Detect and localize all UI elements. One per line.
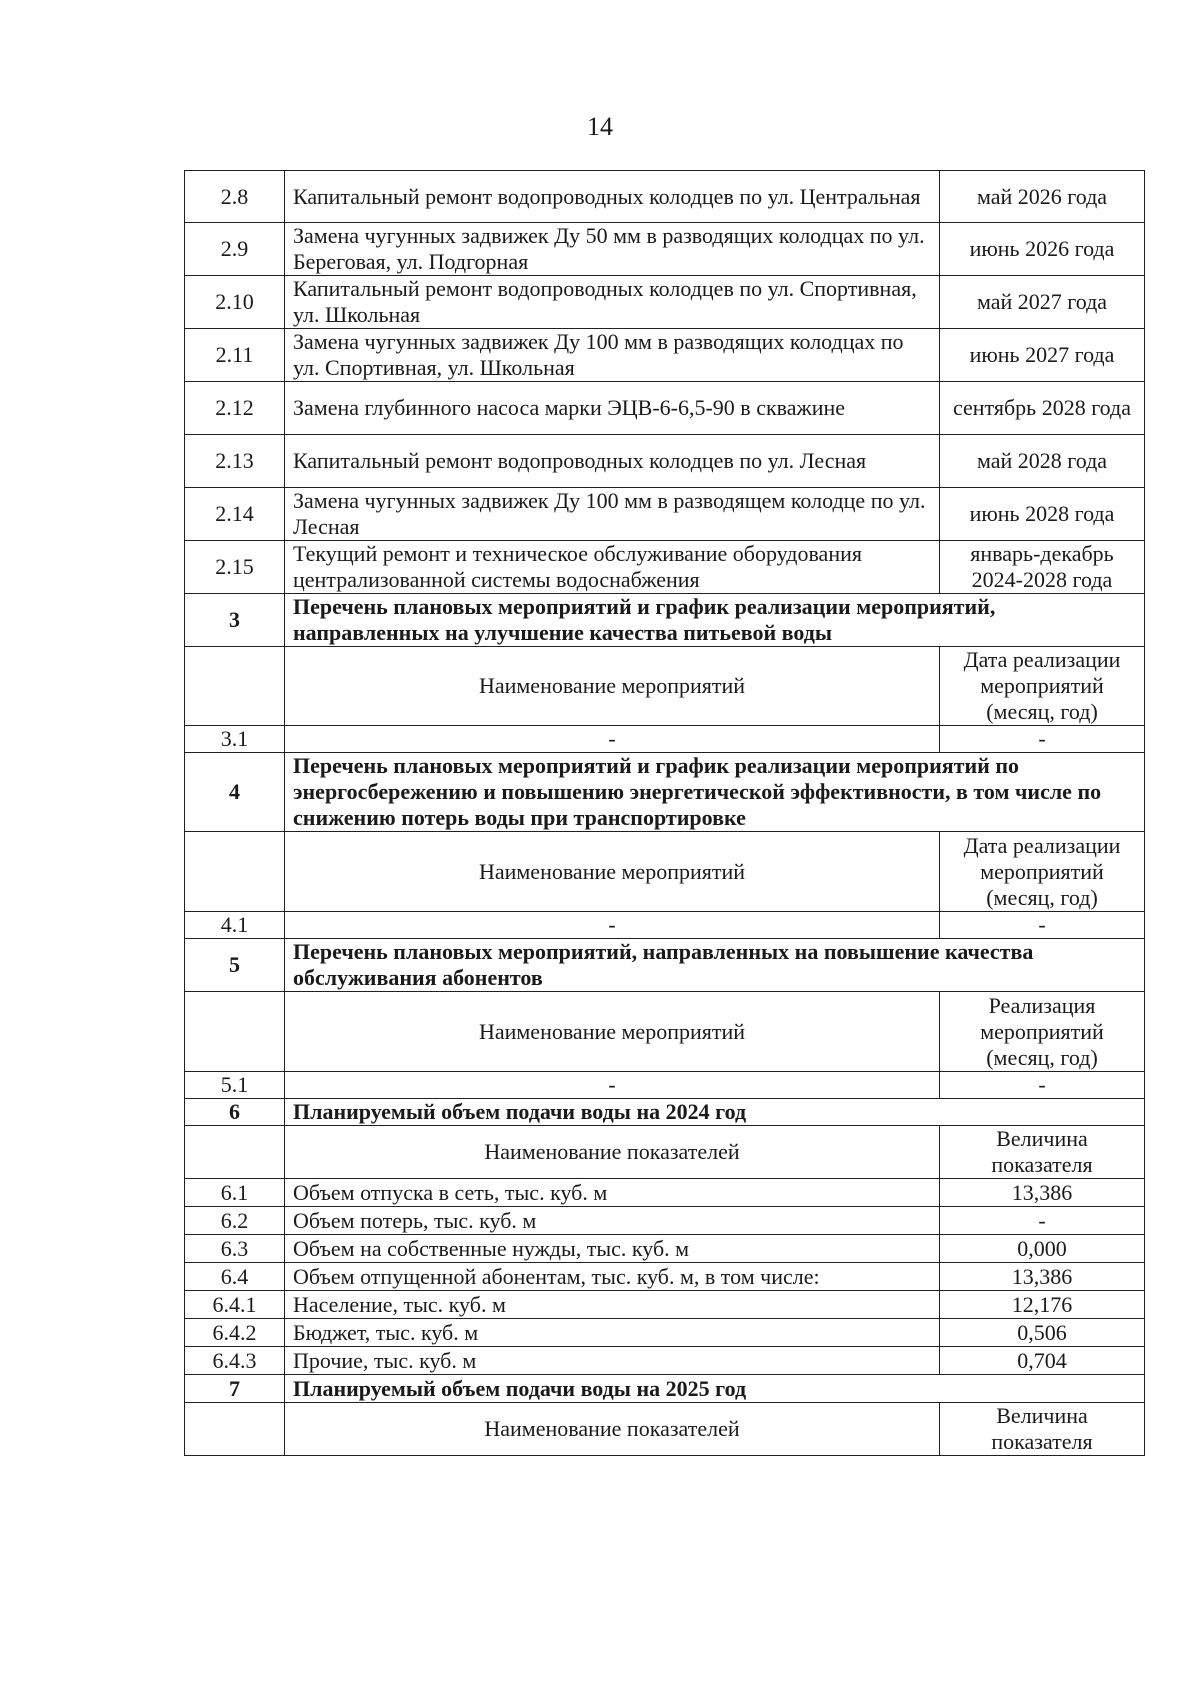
page-number: 14 [587,112,613,141]
table-row [185,488,1145,541]
row-number: 2.9 [185,223,285,276]
row-date: - [940,726,1145,753]
row-indicator: Население, тыс. куб. м [285,1291,940,1319]
empty-cell [185,1403,285,1456]
row-value: - [940,1207,1145,1235]
row-value: 0,000 [940,1235,1145,1263]
section-header-row [185,753,1145,832]
table-row [185,1291,1145,1319]
section-title: Перечень плановых мероприятий и график реализации мероприятий по энергосбережению и повышению энергетической эффективности, в том числе по снижению потерь воды при транспортировке [285,753,1145,832]
row-date: июнь 2028 года [940,488,1145,541]
row-number: 2.8 [185,171,285,223]
empty-cell [185,992,285,1072]
row-number: 6.4.2 [185,1319,285,1347]
table-row [185,1347,1145,1375]
table-row [185,1179,1145,1207]
row-description: - [285,912,940,939]
row-date: май 2028 года [940,435,1145,488]
section-header-row [185,939,1145,992]
row-number: 6.4.3 [185,1347,285,1375]
table-row [185,1207,1145,1235]
row-number: 2.13 [185,435,285,488]
row-description: Замена чугунных задвижек Ду 50 мм в разводящих колодцах по ул. Береговая, ул. Подгорная [285,223,940,276]
column-header-name: Наименование мероприятий [285,647,940,726]
table-row [185,1263,1145,1291]
row-value: 12,176 [940,1291,1145,1319]
table-row [185,171,1145,223]
row-number: 5.1 [185,1072,285,1099]
row-indicator: Бюджет, тыс. куб. м [285,1319,940,1347]
row-date: май 2026 года [940,171,1145,223]
section-title: Перечень плановых мероприятий, направленных на повышение качества обслуживания абонентов [285,939,1145,992]
table-row [185,276,1145,329]
section-header-row [185,1099,1145,1126]
row-value: 0,506 [940,1319,1145,1347]
row-number: 3.1 [185,726,285,753]
column-header-name: Наименование мероприятий [285,832,940,912]
column-header-row [185,832,1145,912]
row-date: - [940,1072,1145,1099]
section-number: 4 [185,753,285,832]
row-date: сентябрь 2028 года [940,382,1145,435]
section-header-row [185,1375,1145,1403]
row-number: 2.11 [185,329,285,382]
table-row [185,1072,1145,1099]
row-description: Замена чугунных задвижек Ду 100 мм в разводящих колодцах по ул. Спортивная, ул. Школьная [285,329,940,382]
plan-table [184,170,1145,1456]
row-value: 0,704 [940,1347,1145,1375]
row-number: 2.15 [185,541,285,594]
column-header-row [185,647,1145,726]
row-value: 13,386 [940,1263,1145,1291]
row-date: январь-декабрь 2024-2028 года [940,541,1145,594]
empty-cell [185,647,285,726]
row-indicator: Объем отпуска в сеть, тыс. куб. м [285,1179,940,1207]
column-header-date: Реализация мероприятий (месяц, год) [940,992,1145,1072]
column-header-row [185,1126,1145,1179]
table-row [185,912,1145,939]
row-indicator: Прочие, тыс. куб. м [285,1347,940,1375]
row-number: 4.1 [185,912,285,939]
row-description: - [285,1072,940,1099]
section-header-row [185,594,1145,647]
row-date: июнь 2026 года [940,223,1145,276]
table-row [185,1235,1145,1263]
row-date: май 2027 года [940,276,1145,329]
column-header-name: Наименование показателей [285,1126,940,1179]
section-number: 3 [185,594,285,647]
column-header-value: Величина показателя [940,1403,1145,1456]
row-description: Замена глубинного насоса марки ЭЦВ-6-6,5-90 в скважине [285,382,940,435]
column-header-value: Величина показателя [940,1126,1145,1179]
column-header-name: Наименование показателей [285,1403,940,1456]
row-number: 6.3 [185,1235,285,1263]
row-indicator: Объем на собственные нужды, тыс. куб. м [285,1235,940,1263]
section-number: 7 [185,1375,285,1403]
row-date: июнь 2027 года [940,329,1145,382]
table-row [185,1319,1145,1347]
column-header-row [185,1403,1145,1456]
table-row [185,726,1145,753]
row-number: 6.4 [185,1263,285,1291]
row-number: 2.12 [185,382,285,435]
section-title: Планируемый объем подачи воды на 2025 год [285,1375,1145,1403]
row-description: Капитальный ремонт водопроводных колодцев по ул. Лесная [285,435,940,488]
row-number: 2.14 [185,488,285,541]
column-header-name: Наименование мероприятий [285,992,940,1072]
row-description: Замена чугунных задвижек Ду 100 мм в разводящем колодце по ул. Лесная [285,488,940,541]
column-header-date: Дата реализации мероприятий (месяц, год) [940,832,1145,912]
table-row [185,435,1145,488]
column-header-row [185,992,1145,1072]
section-number: 6 [185,1099,285,1126]
row-number: 6.4.1 [185,1291,285,1319]
row-description: Текущий ремонт и техническое обслуживание оборудования централизованной системы водоснабжения [285,541,940,594]
row-description: Капитальный ремонт водопроводных колодцев по ул. Центральная [285,171,940,223]
table-row [185,329,1145,382]
row-indicator: Объем потерь, тыс. куб. м [285,1207,940,1235]
section-title: Перечень плановых мероприятий и график реализации мероприятий, направленных на улучшение качества питьевой воды [285,594,1145,647]
table-row [185,541,1145,594]
table-row [185,223,1145,276]
row-number: 6.1 [185,1179,285,1207]
row-description: Капитальный ремонт водопроводных колодцев по ул. Спортивная, ул. Школьная [285,276,940,329]
row-date: - [940,912,1145,939]
row-number: 6.2 [185,1207,285,1235]
row-description: - [285,726,940,753]
column-header-date: Дата реализации мероприятий (месяц, год) [940,647,1145,726]
section-number: 5 [185,939,285,992]
empty-cell [185,1126,285,1179]
section-title: Планируемый объем подачи воды на 2024 год [285,1099,1145,1126]
table-row [185,382,1145,435]
row-number: 2.10 [185,276,285,329]
empty-cell [185,832,285,912]
row-value: 13,386 [940,1179,1145,1207]
row-indicator: Объем отпущенной абонентам, тыс. куб. м, в том числе: [285,1263,940,1291]
